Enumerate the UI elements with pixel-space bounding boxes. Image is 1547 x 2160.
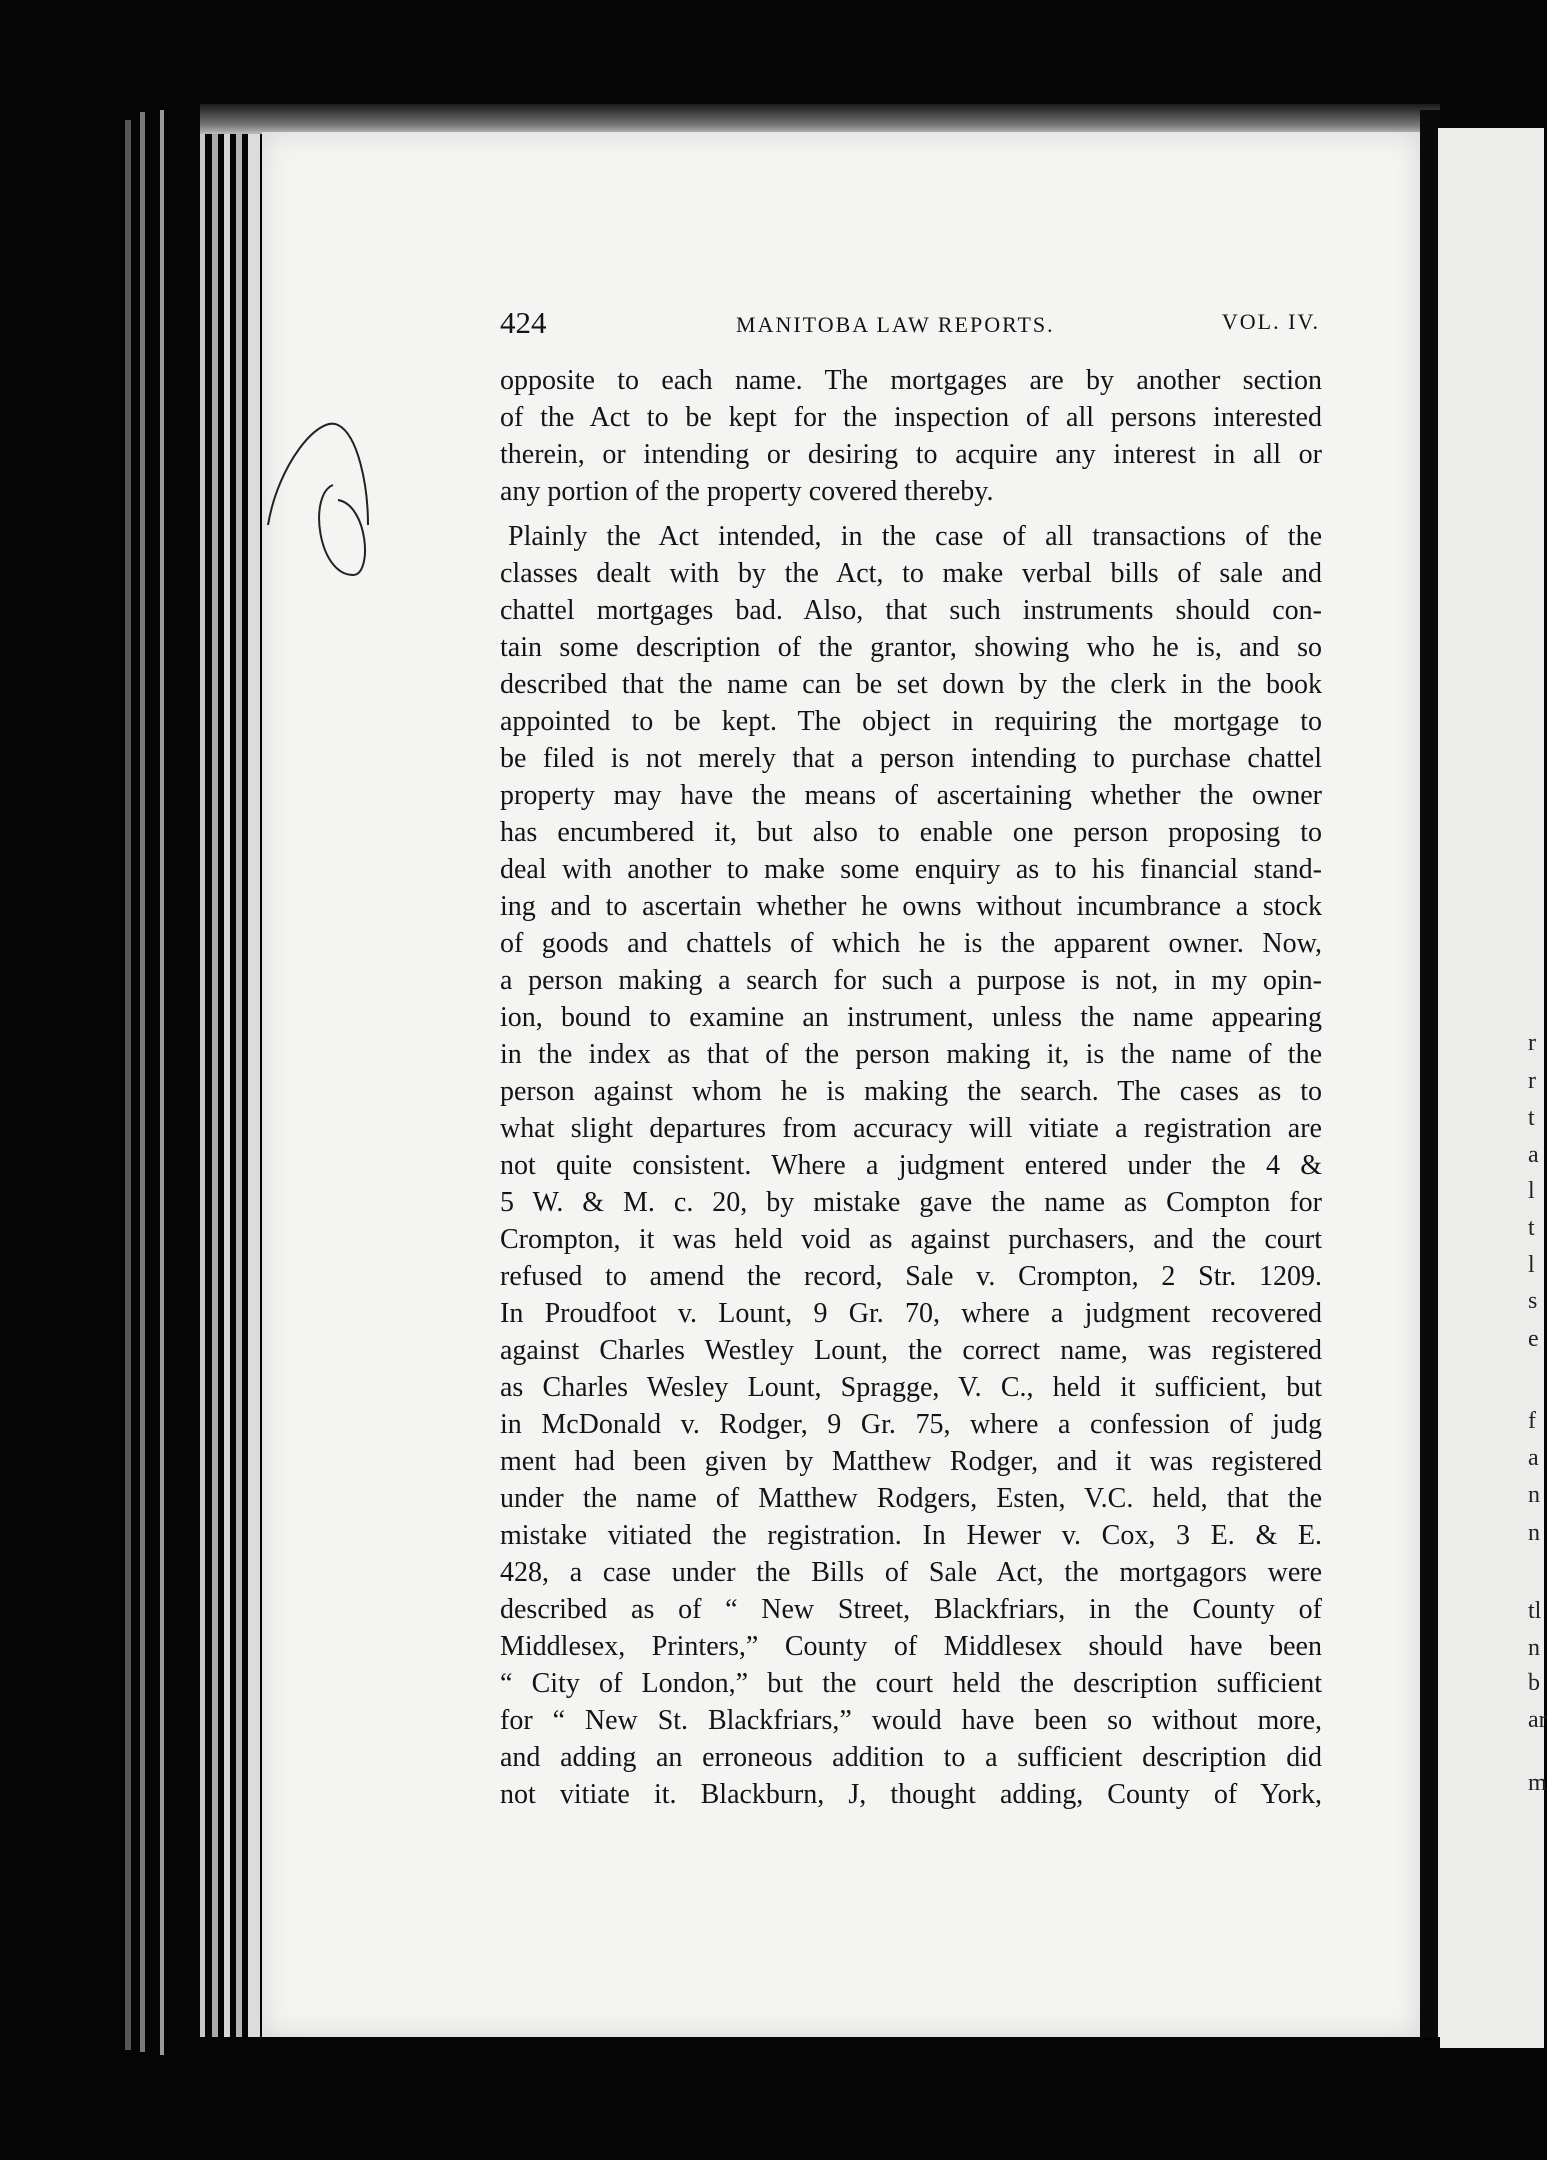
pencil-mark-icon bbox=[258, 405, 378, 595]
page-top-edge bbox=[200, 104, 1440, 134]
facing-page-fragment: a bbox=[1528, 1445, 1539, 1471]
facing-page-fragment: f bbox=[1528, 1408, 1536, 1434]
text-line: In Proudfoot v. Lount, 9 Gr. 70, where a judgment recovered bbox=[500, 1298, 1322, 1329]
text-line: under the name of Matthew Rodgers, Esten, V.C. held, that the bbox=[500, 1483, 1322, 1514]
text-line: not vitiate it. Blackburn, J, thought adding, County of York, bbox=[500, 1779, 1322, 1810]
text-line: person against whom he is making the search. The cases as to bbox=[500, 1076, 1322, 1107]
text-line: what slight departures from accuracy will vitiate a registration are bbox=[500, 1113, 1322, 1144]
page-edge bbox=[212, 110, 218, 2055]
page-edge bbox=[236, 116, 242, 2051]
text-line: not quite consistent. Where a judgment entered under the 4 & bbox=[500, 1150, 1322, 1181]
text-line: ion, bound to examine an instrument, unless the name appearing bbox=[500, 1002, 1322, 1033]
body-text bbox=[500, 362, 1322, 1813]
page-number: 424 bbox=[500, 305, 547, 340]
text-line: described that the name can be set down by the clerk in the book bbox=[500, 669, 1322, 700]
facing-page-fragment: m bbox=[1528, 1770, 1547, 1796]
text-line: property may have the means of ascertaining whether the owner bbox=[500, 780, 1322, 811]
text-line: 428, a case under the Bills of Sale Act, the mortgagors were bbox=[500, 1557, 1322, 1588]
text-line: appointed to be kept. The object in requiring the mortgage to bbox=[500, 706, 1322, 737]
running-header bbox=[500, 305, 1320, 345]
page-edge bbox=[125, 120, 131, 2050]
facing-page-fragment: b bbox=[1528, 1670, 1540, 1696]
text-line: against Charles Westley Lount, the correct name, was registered bbox=[500, 1335, 1322, 1366]
facing-page-fragment: n bbox=[1528, 1635, 1540, 1661]
text-line: described as of “ New Street, Blackfriars, in the County of bbox=[500, 1594, 1322, 1625]
facing-page-fragment: s bbox=[1528, 1288, 1538, 1314]
facing-page-fragment: l bbox=[1528, 1178, 1535, 1204]
text-line: and adding an erroneous addition to a sufficient description did bbox=[500, 1742, 1322, 1773]
facing-page-fragment: t bbox=[1528, 1215, 1535, 1241]
paragraph-gap bbox=[500, 510, 1322, 518]
facing-page-fragment: ar bbox=[1528, 1707, 1547, 1733]
facing-page-fragment: n bbox=[1528, 1520, 1540, 1546]
text-line: as Charles Wesley Lount, Spragge, V. C., held it sufficient, but bbox=[500, 1372, 1322, 1403]
running-title: MANITOBA LAW REPORTS. bbox=[736, 312, 1055, 337]
facing-page-fragment: r bbox=[1528, 1030, 1536, 1056]
facing-page-fragment: r bbox=[1528, 1068, 1536, 1094]
text-line: “ City of London,” but the court held the description sufficient bbox=[500, 1668, 1322, 1699]
facing-page-fragment: e bbox=[1528, 1326, 1539, 1352]
text-line: of the Act to be kept for the inspection of all persons interested bbox=[500, 402, 1322, 433]
text-line: any portion of the property covered thereby. bbox=[500, 476, 994, 507]
text-line: opposite to each name. The mortgages are by another section bbox=[500, 365, 1322, 396]
page-edge bbox=[140, 112, 145, 2052]
text-line: Crompton, it was held void as against purchasers, and the court bbox=[500, 1224, 1322, 1255]
text-line: be filed is not merely that a person intending to purchase chattel bbox=[500, 743, 1322, 774]
text-line: therein, or intending or desiring to acquire any interest in all or bbox=[500, 439, 1322, 470]
text-line: for “ New St. Blackfriars,” would have been so without more, bbox=[500, 1705, 1322, 1736]
page-edge bbox=[224, 112, 230, 2052]
text-line: a person making a search for such a purpose is not, in my opin- bbox=[500, 965, 1322, 996]
text-line: ment had been given by Matthew Rodger, and it was registered bbox=[500, 1446, 1322, 1477]
facing-page-fragment: tl bbox=[1528, 1598, 1542, 1624]
volume-label: VOL. IV. bbox=[1221, 309, 1320, 334]
text-line: refused to amend the record, Sale v. Crompton, 2 Str. 1209. bbox=[500, 1261, 1322, 1292]
text-line: of goods and chattels of which he is the apparent owner. Now, bbox=[500, 928, 1322, 959]
facing-page-fragment: a bbox=[1528, 1142, 1539, 1168]
facing-page-fragment: t bbox=[1528, 1105, 1535, 1131]
text-line: deal with another to make some enquiry as to his financial stand- bbox=[500, 854, 1322, 885]
page-edge bbox=[160, 110, 164, 2055]
facing-page-fragment: n bbox=[1528, 1482, 1540, 1508]
scan-bottom-border bbox=[200, 2037, 1440, 2160]
text-line: classes dealt with by the Act, to make verbal bills of sale and bbox=[500, 558, 1322, 589]
text-line: has encumbered it, but also to enable one person proposing to bbox=[500, 817, 1322, 848]
text-line: tain some description of the grantor, showing who he is, and so bbox=[500, 632, 1322, 663]
text-line: Middlesex, Printers,” County of Middlesex should have been bbox=[500, 1631, 1322, 1662]
text-line: chattel mortgages bad. Also, that such instruments should con- bbox=[500, 595, 1322, 626]
text-line: Plainly the Act intended, in the case of all transactions of the bbox=[508, 521, 1322, 552]
text-line: in the index as that of the person making it, is the name of the bbox=[500, 1039, 1322, 1070]
page-edge bbox=[200, 106, 205, 2056]
book-gutter bbox=[1420, 110, 1440, 2050]
text-line: mistake vitiated the registration. In Hewer v. Cox, 3 E. & E. bbox=[500, 1520, 1322, 1551]
text-line: 5 W. & M. c. 20, by mistake gave the name as Compton for bbox=[500, 1187, 1322, 1218]
text-line: in McDonald v. Rodger, 9 Gr. 75, where a confession of judg bbox=[500, 1409, 1322, 1440]
facing-page-fragment: l bbox=[1528, 1252, 1535, 1278]
text-line: ing and to ascertain whether he owns without incumbrance a stock bbox=[500, 891, 1322, 922]
